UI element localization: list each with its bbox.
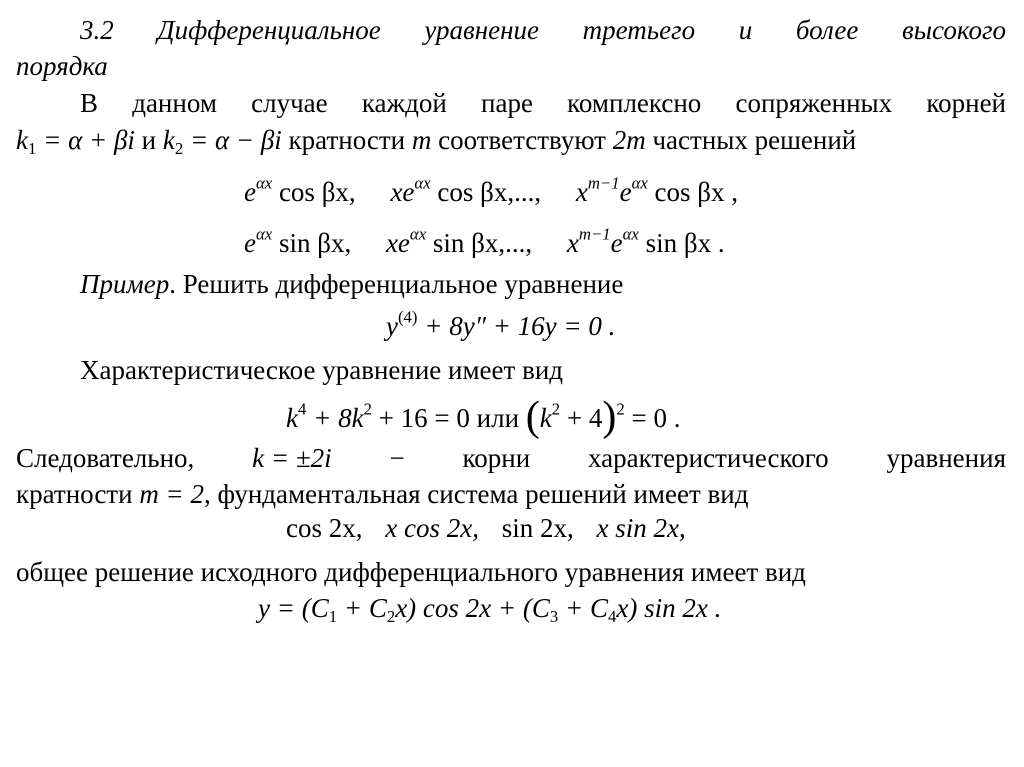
equation-word: уравнения [886,443,1006,473]
example-label: Пример [80,269,170,299]
characteristic-word: характеристического [587,443,829,473]
m-equals-2: m = 2 [139,479,205,509]
consequence-line-1 [16,442,1006,474]
m-symbol: m [411,125,432,155]
particular-solutions-text: частных решений [652,125,857,155]
or-word: или [476,403,520,433]
correspond-word: соответствуют [438,125,606,155]
fundamental-1: cos 2x, [286,513,363,543]
sin-term-2: $xe^{\alpha x}$ sin βx,..., [385,224,533,258]
roots-word: корни [462,443,531,473]
consequence-word: Следовательно, [16,443,195,473]
fundamental-system [286,512,686,544]
and-word: и [141,125,157,155]
k2-expression: $k_2 = \alpha - \beta i$ [162,125,282,159]
characteristic-equation: $k^4 + 8k^2 + 16 = 0$ или $(k^2 + 4)^2 = 0$ . [286,394,681,440]
cos-term-1: $e^{\alpha x}$ cos βx, [244,173,356,207]
fundamental-4: x sin 2x, [596,513,686,543]
cos-term-2: $xe^{\alpha x}$ cos βx,..., [390,173,542,207]
consequence-line-2: кратности m = 2, фундаментальная система решений имеет вид [16,479,749,509]
example-equation: $y^{(4)} + 8y'' + 16y = 0$ . [386,307,616,341]
example-line [80,268,623,300]
two-m-symbol: 2m [612,125,646,155]
solutions-sin-row [244,224,725,259]
characteristic-text: Характеристическое уравнение имеет вид [80,355,564,385]
k1-expression: $k_1 = \alpha + \beta i$ [16,125,135,159]
example-text: . Решить дифференциальное уравнение [169,269,624,299]
heading-line-2: порядка [16,51,108,81]
fundamental-2: x cos 2x, [385,513,479,543]
general-equation: $y = (C_1 + C_2x)$ $\cos 2x + (C_3 + C_4x)$ sin 2x . [258,593,722,627]
sin-term-1: $e^{\alpha x}$ sin βx, [244,224,352,258]
heading-line-1: 3.2 Дифференциальное уравнение третьего и более высокого [80,15,1006,45]
para1-line-2 [16,124,857,159]
para1-line-1: В данном случае каждой паре комплексно сопряженных корней [80,88,1006,118]
sin-term-3: $x^{m-1}e^{\alpha x}$ sin βx . [566,224,725,258]
general-text: общее решение исходного дифференциального уравнения имеет вид [16,557,806,587]
fundamental-3: sin 2x, [501,513,574,543]
dash: − [389,443,405,473]
cos-term-3: $x^{m-1}e^{\alpha x}$ cos βx , [575,173,739,207]
solutions-cos-row [244,173,739,208]
root-expression: k = ±2i [252,443,332,473]
multiplicity-word: кратности [288,125,406,155]
